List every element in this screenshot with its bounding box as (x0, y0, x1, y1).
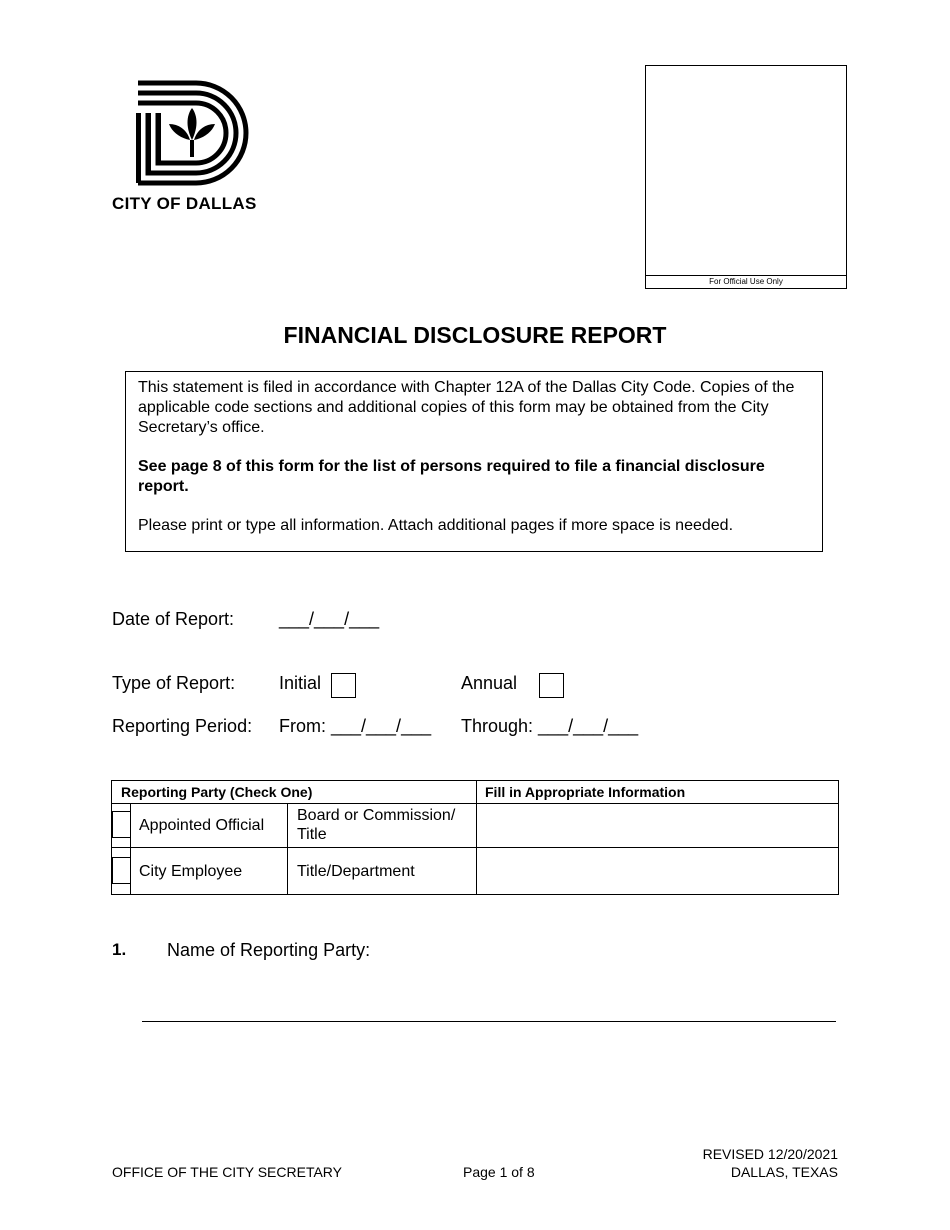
footer-revised-date: REVISED 12/20/2021 (702, 1146, 838, 1162)
reporting-period-label: Reporting Period: (112, 716, 253, 736)
appointed-official-label: Appointed Official (139, 817, 265, 834)
reporting-period-from-field[interactable]: From: ___/___/___ (279, 716, 432, 736)
city-of-dallas-logo (112, 78, 272, 218)
page-title: FINANCIAL DISCLOSURE REPORT (283, 322, 667, 348)
footer-location: DALLAS, TEXAS (730, 1164, 838, 1180)
question-1-label: Name of Reporting Party: (167, 940, 371, 960)
initial-option-label: Initial (279, 673, 322, 693)
table-divider (287, 803, 288, 894)
official-use-label: For Official Use Only (646, 275, 846, 288)
initial-checkbox[interactable] (331, 673, 356, 698)
notice-paragraph-2: See page 8 of this form for the list of persons required to file a financial disclosure report. (138, 458, 765, 495)
city-employee-checkbox[interactable] (112, 857, 131, 884)
table-divider (476, 781, 477, 894)
date-of-report-field[interactable]: ___/___/___ (279, 609, 380, 629)
notice-box (125, 371, 823, 552)
logo-text: CITY OF DALLAS (112, 194, 257, 213)
annual-option-label: Annual (461, 673, 518, 693)
question-1-number: 1. (112, 940, 127, 959)
name-of-reporting-party-line[interactable] (142, 1021, 836, 1022)
type-of-report-label: Type of Report: (112, 673, 236, 693)
title-department-label: Title/Department (297, 863, 415, 880)
notice-paragraph-1: This statement is filed in accordance with Chapter 12A of the Dallas City Code. Copies of the applicable code sections and additional copies of this form may be obtained from the City Secretary’s office. (138, 379, 795, 436)
date-of-report-label: Date of Report: (112, 609, 235, 629)
footer-page-number: Page 1 of 8 (463, 1164, 535, 1180)
reporting-period-through-field[interactable]: Through: ___/___/___ (461, 716, 639, 736)
official-use-box (645, 65, 847, 289)
notice-paragraph-3: Please print or type all information. Attach additional pages if more space is needed. (138, 517, 734, 534)
board-commission-title-input[interactable] (478, 804, 838, 846)
appointed-official-checkbox[interactable] (112, 811, 131, 838)
footer-office: OFFICE OF THE CITY SECRETARY (112, 1164, 342, 1180)
table-header-reporting-party: Reporting Party (Check One) (121, 784, 313, 800)
dallas-d-logo-icon (136, 78, 252, 190)
city-employee-label: City Employee (139, 863, 243, 880)
annual-checkbox[interactable] (539, 673, 564, 698)
title-department-input[interactable] (478, 848, 838, 893)
reporting-party-table (111, 780, 839, 895)
board-commission-title-label: Board or Commission/ Title (297, 807, 456, 843)
table-header-fill-info: Fill in Appropriate Information (485, 784, 686, 800)
